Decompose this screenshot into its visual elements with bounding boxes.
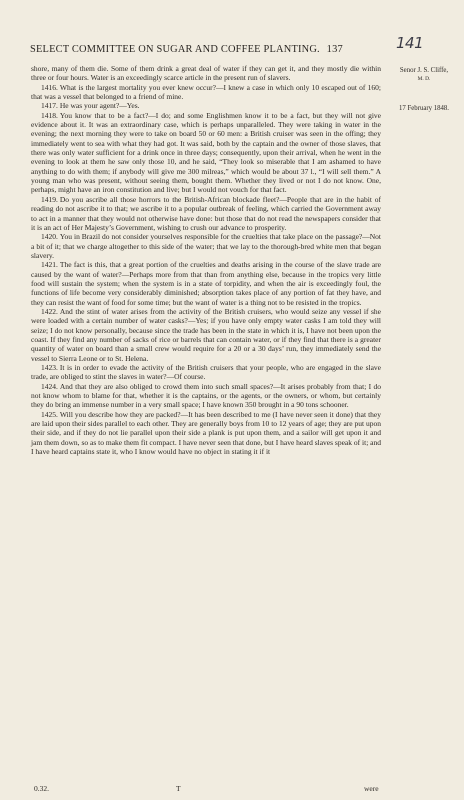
question-paragraph: [31, 83, 381, 102]
question-paragraph: [31, 111, 381, 195]
paragraph-text: And that they are also obliged to crowd them into such small spaces?—It arises probably from that; I do not know whom to blame for that, whether it is the captains, or the agents, or the owners, or whom, but certainly they do bring an immense number in a very small space; I have known 350 brought in a 90 tons schooner.: [31, 381, 381, 410]
question-paragraph: [31, 195, 381, 232]
margin-note: [388, 66, 460, 113]
question-number: 1419.: [41, 194, 58, 204]
paragraph-text: You in Brazil do not consider yourselves responsible for the cruelties that take place on the passage?—Not a bit of it; that we charge altogether to this side of the water; that we lay to the thorough-bred white men that began slavery.: [31, 232, 381, 260]
question-number: 1418.: [41, 110, 58, 120]
question-number: 1422.: [41, 306, 58, 316]
catchword: were: [364, 784, 379, 793]
question-number: 1424.: [41, 381, 58, 391]
handwritten-folio-number: 141: [396, 34, 424, 52]
question-number: 1417.: [41, 101, 58, 111]
paragraph-text: He was your agent?—Yes.: [59, 101, 140, 111]
paragraph-text: And the stint of water arises from the activity of the British cruisers, who would seize any vessel if she were loaded with a certain number of water casks?—Yes; if you have only empty water casks I am told they will seize; I do not know personally, because since the trade has been in the state in which it is, I have not been upon the coast. If they find any number of sacks of rice or barrels that can contain water, or if they find that there is a greater quantity of water on board than a small crew would require for a 20 or a 30 days’ run, they immediately send the vessel to Sierra Leone or to St. Helena.: [31, 306, 381, 363]
running-header: [30, 44, 390, 55]
paragraph-text: Will you describe how they are packed?—It has been described to me (I have never seen it done) that they are laid upon their sides parallel to each other. They are generally boys from 10 to 12 years of age; they are put upon their side, and if they do not lie parallel upon their side a plank is put upon them, and a sailor will get upon it and jam them down, so as to make them fit compact. I have never seen that done, but I have heard slaves speak of it; and I have heard captains state it, who I know would have no object in stating it if it: [31, 409, 381, 457]
sheet-mark: T: [176, 784, 181, 793]
paragraph-text: It is in order to evade the activity of the British cruisers that your people, who are engaged in the slave trade, are obliged to stint the slaves in water?—Of course.: [31, 363, 381, 382]
question-paragraph: [31, 382, 381, 410]
paragraph-text: The fact is this, that a great portion of the cruelties and deaths arising in the course of the slave trade are caused by the want of water?—Perhaps more from that than from anything else, because in the tropics very little food will sustain the system; when the system is in a state of torpidity, and when the air is exceedingly foul, the functions of life become very considerably diminished; absorption takes place of any portion of fat they have, and they can resist the want of food for some time; but the want of water is a thing not to be resisted in the tropics.: [31, 260, 381, 307]
testimony-date: 17 February 1848.: [398, 105, 450, 112]
paragraph-text: What is the largest mortality you ever knew occur?—I knew a case in which only 10 escaped out of 160; that was a vessel that belonged to a friend of mine.: [31, 82, 381, 102]
question-paragraph: [31, 363, 381, 382]
page-number: 137: [326, 44, 343, 55]
witness-name: Senor J. S. Cliffe,: [399, 67, 449, 74]
question-paragraph: [31, 410, 381, 457]
question-paragraph: [31, 101, 381, 110]
question-number: 1420.: [41, 232, 58, 242]
question-paragraph: [31, 260, 381, 307]
witness-degree: M. D.: [417, 76, 431, 82]
question-number: 1423.: [41, 363, 58, 372]
signature-mark: 0.32.: [34, 784, 49, 793]
paragraph-text: Do you ascribe all those horrors to the British-African blockade fleet?—People that are in the habit of reading do not ascribe it to that; we ascribe it to a popular outbreak of feeling, which carried the Government away to act in a manner that they would not otherwise have done: but those that do not read the newspapers consider that it is an act of Her Majesty’s Government, wishing to crush our advance to prosperity.: [31, 194, 381, 232]
question-number: 1425.: [41, 409, 58, 419]
question-paragraph: [31, 64, 381, 83]
question-paragraph: [31, 232, 381, 260]
question-number: 1421.: [41, 260, 58, 270]
question-number: 1416.: [41, 82, 58, 92]
paragraph-text: shore, many of them die. Some of them drink a great deal of water if they can get it, and they mostly die within three or four hours. Water is an exceedingly scarce article in the present run of slavers.: [31, 64, 381, 83]
question-paragraph: [31, 307, 381, 363]
header-title: SELECT COMMITTEE ON SUGAR AND COFFEE PLANTING.: [30, 44, 320, 55]
body-text: [31, 64, 381, 456]
paragraph-text: You know that to be a fact?—I do; and some Englishmen know it to be a fact, but they will not give evidence about it. It was an extraordinary case, which is perhaps unparalleled. They were taking in water in the evening; the next morning they were to take on board 50 or 60 men: a British cruiser was seen in the offing; they immediately went to sea with what they had got. It was said, both by the captain and the owner of those slaves, that there was only water sufficient for a drink once in three days; consequently, upon their arrival, when he went in the evening to look at them he saw only those 10, and he said, “They look so miserable that I am ashamed to have anything to do with them; if anybody will give me 300 milreas,” which would be about 37 l., “I will sell them.” A young man who was present, without seeing them, bought them. Whether they lived or not I do not know. One, perhaps, might have an iron constitution and live; but I would not vouch for that fact.: [31, 110, 381, 195]
